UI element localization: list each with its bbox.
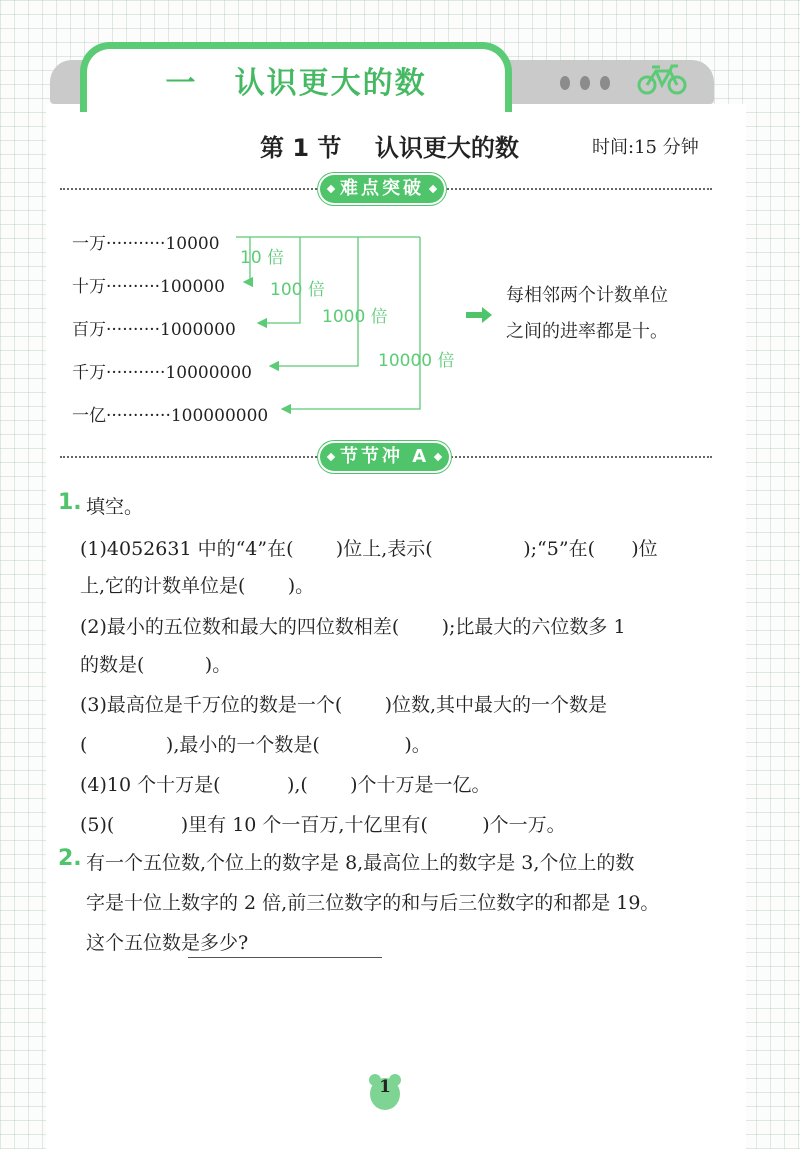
unit-dots: ·········· [106, 320, 161, 340]
unit-name: 一亿 [72, 406, 106, 426]
section-pill-practice: 节节冲 A [320, 443, 449, 471]
section-title: 第 1 节 认识更大的数 [260, 134, 519, 162]
question-line: ( ),最小的一个数是( )。 [80, 734, 431, 756]
question-number: 2. [58, 846, 82, 871]
question-number: 1. [58, 490, 82, 515]
unit-value: 100000 [160, 277, 225, 297]
question-title: 填空。 [86, 496, 144, 518]
unit-value: 100000000 [170, 406, 269, 426]
time-label: 时间:15 分钟 [592, 137, 699, 158]
unit-value: 1000000 [160, 320, 236, 340]
unit-name: 十万 [72, 277, 106, 297]
question-line: (4)10 个十万是( ),( )个十万是一亿。 [80, 774, 491, 796]
unit-value: 10000000 [165, 363, 252, 383]
unit-dots: ··········· [106, 363, 166, 383]
unit-dots: ············ [106, 406, 171, 426]
question-line: 的数是( )。 [80, 654, 232, 676]
question-line: (3)最高位是千万位的数是一个( )位数,其中最大的一个数是 [80, 694, 608, 716]
multiplier-label: 1000 倍 [322, 307, 388, 327]
question-line: 这个五位数是多少? [86, 932, 249, 954]
arrow-right-icon [466, 306, 492, 324]
question-line: (5)( )里有 10 个一百万,十亿里有( )个一万。 [80, 814, 566, 836]
section-pill-difficulty: 难点突破 [320, 175, 444, 203]
unit-dots: ·········· [106, 277, 161, 297]
unit-value: 10000 [165, 234, 220, 254]
question-line: 有一个五位数,个位上的数字是 8,最高位上的数字是 3,个位上的数 [86, 852, 635, 874]
unit-name: 千万 [72, 363, 106, 383]
note-line-2: 之间的进率都是十。 [506, 321, 668, 342]
question-line: (2)最小的五位数和最大的四位数相差( );比最大的六位数多 1 [80, 616, 626, 638]
chapter-title: 一 认识更大的数 [165, 66, 427, 101]
unit-name: 百万 [72, 320, 106, 340]
page-number: 1 [379, 1077, 391, 1097]
multiplier-label: 10 倍 [240, 248, 285, 268]
multiplier-label: 10000 倍 [378, 351, 455, 371]
unit-name: 一万 [72, 234, 106, 254]
note-line-1: 每相邻两个计数单位 [506, 285, 668, 306]
multiplier-diagram [0, 0, 800, 460]
question-line: (1)4052631 中的“4”在( )位上,表示( );“5”在( )位 [80, 538, 658, 560]
question-line: 字是十位上数字的 2 倍,前三位数字的和与后三位数字的和都是 19。 [86, 892, 660, 914]
multiplier-label: 100 倍 [270, 280, 325, 300]
question-line: 上,它的计数单位是( )。 [80, 575, 315, 597]
answer-line [188, 957, 382, 958]
unit-dots: ··········· [106, 234, 166, 254]
